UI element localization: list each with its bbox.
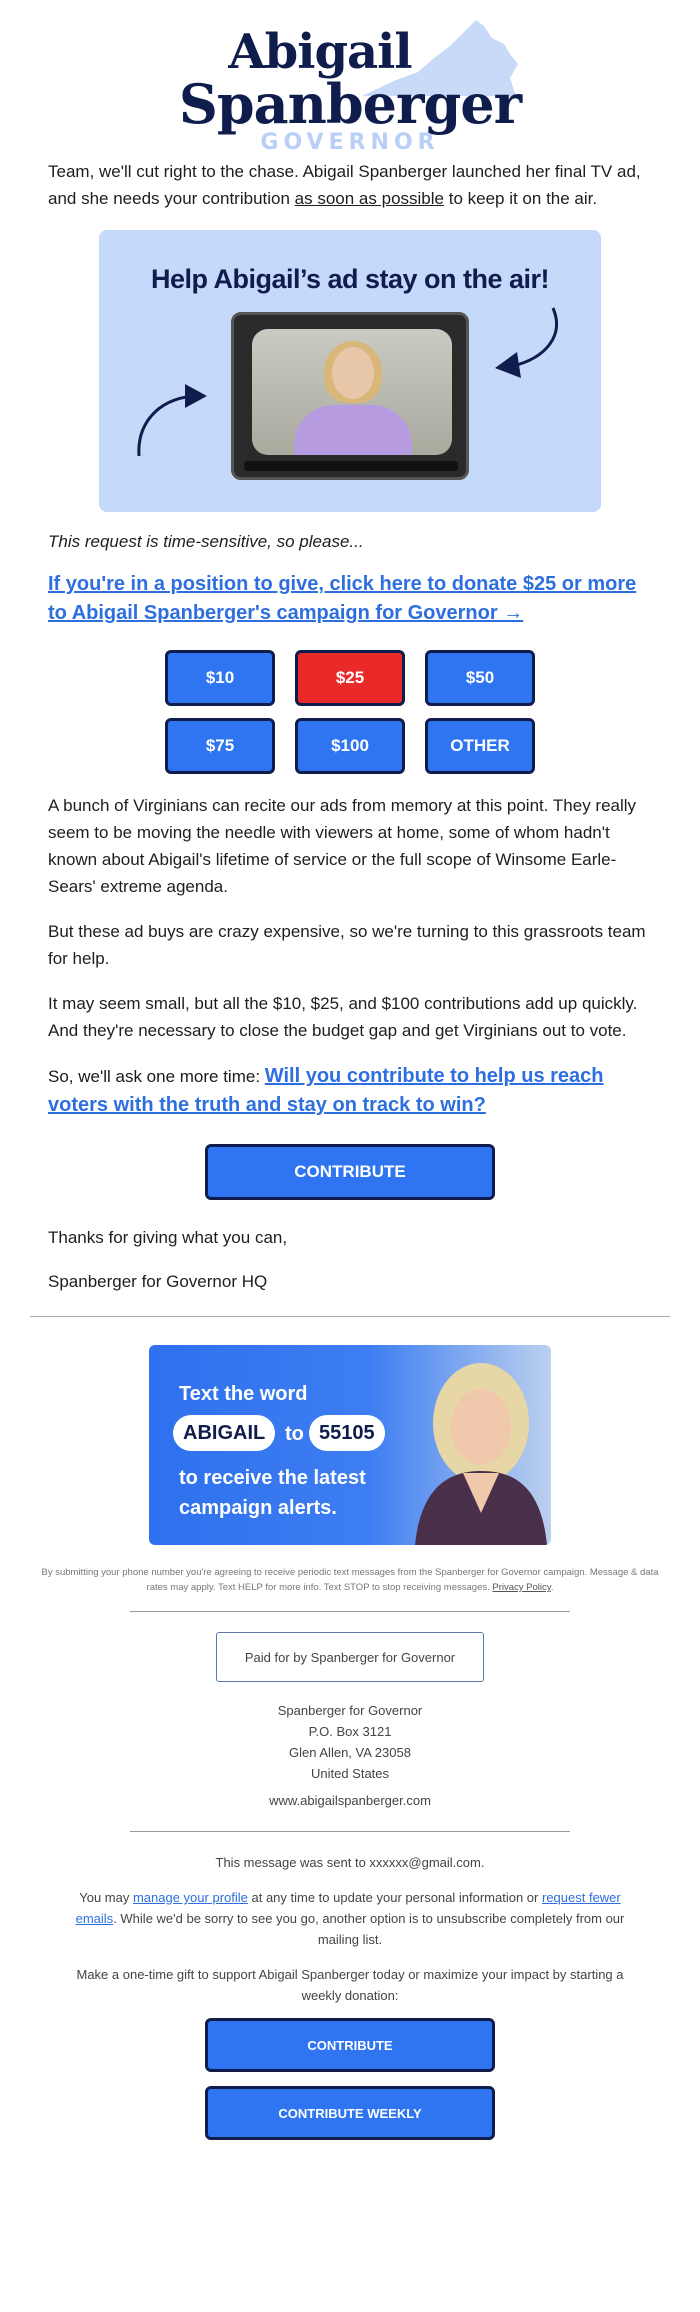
- signoff-thanks: Thanks for giving what you can,: [48, 1228, 288, 1247]
- footer-contribute-button[interactable]: CONTRIBUTE: [205, 2018, 495, 2072]
- signoff: [48, 1228, 652, 1292]
- tv-image: [231, 312, 469, 480]
- promo-to: to: [285, 1423, 304, 1445]
- sent-to-notice: This message was sent to xxxxxx@gmail.com.: [215, 1855, 485, 1870]
- website-link[interactable]: www.abigailspanberger.com: [269, 1793, 431, 1808]
- intro-paragraph: Team, we'll cut right to the chase. Abigail Spanberger launched her final TV ad, and she needs your contribution as soon as possible to keep it on the air.: [48, 162, 641, 208]
- divider: [130, 1831, 570, 1832]
- hero-heading: Help Abigail’s ad stay on the air!: [150, 264, 550, 294]
- amount-button-25[interactable]: $25: [295, 650, 405, 706]
- address-city: Glen Allen, VA 23058: [289, 1745, 411, 1760]
- sms-disclaimer: By submitting your phone number you're agreeing to receive periodic text messages from the Spanberger for Governor campaign. Message & data rates may apply. Text HELP for more info. Text STOP to stop receiving messages. Privacy Policy.: [41, 1567, 659, 1593]
- gift-text: Make a one-time gift to support Abigail Spanberger today or maximize your impact by starting a weekly donation:: [76, 1967, 624, 2003]
- paid-for-box: Paid for by Spanberger for Governor: [216, 1632, 484, 1682]
- asap-link[interactable]: as soon as possible: [294, 189, 444, 208]
- campaign-logo: [0, 0, 700, 158]
- footer: [60, 1852, 640, 2006]
- promo-line-1: Text the word: [179, 1383, 308, 1405]
- amount-button-75[interactable]: $75: [165, 718, 275, 774]
- donation-amounts: [165, 650, 535, 774]
- logo-last-name: Spanberger: [178, 72, 522, 136]
- contribute-button[interactable]: CONTRIBUTE: [205, 1144, 495, 1200]
- logo-first-name: Abigail: [228, 24, 412, 80]
- body-paragraph: It may seem small, but all the $10, $25, and $100 contributions add up quickly. And they're necessary to close the budget gap and get Virginians out to vote.: [48, 994, 638, 1040]
- amount-button-50[interactable]: $50: [425, 650, 535, 706]
- divider: [30, 1316, 670, 1317]
- mailing-address: [0, 1700, 700, 1811]
- ask-paragraph: So, we'll ask one more time: Will you contribute to help us reach voters with the truth and stay on track to win?: [48, 1065, 604, 1116]
- address-org: Spanberger for Governor: [277, 1703, 423, 1718]
- address-country: United States: [310, 1766, 390, 1781]
- signoff-from: Spanberger for Governor HQ: [48, 1272, 268, 1291]
- manage-notice: You may manage your profile at any time to update your personal information or request fewer emails. While we'd be sorry to see you go, another option is to unsubscribe completely from our mailing list.: [75, 1890, 625, 1947]
- body-paragraph: A bunch of Virginians can recite our ads from memory at this point. They really seem to be moving the needle with viewers at home, some of whom hadn't known about Abigail's lifetime of service or the full scope of Winsome Earle-Sears' extreme agenda.: [48, 796, 637, 896]
- hero-banner[interactable]: [99, 230, 601, 512]
- contribute-weekly-button[interactable]: CONTRIBUTE WEEKLY: [205, 2086, 495, 2140]
- curved-arrow-icon: [133, 380, 213, 460]
- contribute-ask-link[interactable]: Will you contribute to help us reach voters with the truth and stay on track to win?: [48, 1065, 604, 1116]
- logo-office: GOVERNOR: [260, 130, 440, 155]
- time-sensitive-note: This request is time-sensitive, so please...: [48, 532, 364, 551]
- sms-promo-banner[interactable]: [149, 1345, 551, 1545]
- promo-line-3: to receive the latest campaign alerts.: [179, 1467, 366, 1519]
- curved-arrow-icon: [489, 306, 569, 386]
- amount-button-other[interactable]: OTHER: [425, 718, 535, 774]
- manage-profile-link[interactable]: manage your profile: [132, 1890, 248, 1905]
- promo-shortcode: 55105: [309, 1415, 385, 1451]
- promo-keyword: ABIGAIL: [173, 1415, 275, 1451]
- fewer-emails-link[interactable]: request fewer emails: [75, 1890, 621, 1926]
- amount-button-100[interactable]: $100: [295, 718, 405, 774]
- divider: [130, 1611, 570, 1612]
- donate-25-link[interactable]: If you're in a position to give, click here to donate $25 or more to Abigail Spanberger's campaign for Governor →: [48, 573, 637, 624]
- amount-button-10[interactable]: $10: [165, 650, 275, 706]
- candidate-photo: [401, 1345, 551, 1545]
- body-paragraph: But these ad buys are crazy expensive, so we're turning to this grassroots team for help.: [48, 922, 646, 968]
- address-box: P.O. Box 3121: [308, 1724, 392, 1739]
- privacy-policy-link[interactable]: Privacy Policy: [492, 1582, 551, 1593]
